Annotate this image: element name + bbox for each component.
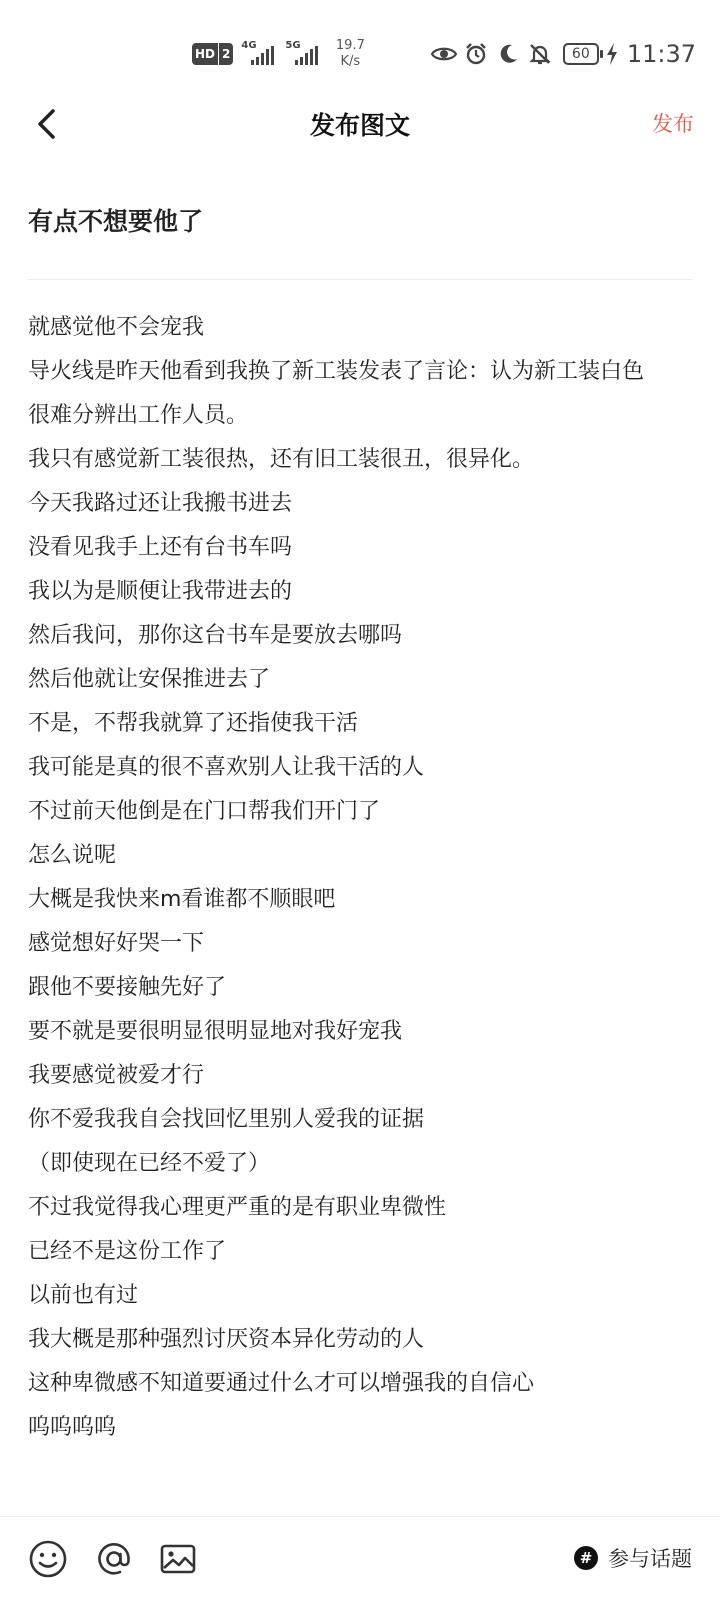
sim2-network-tag: 5G <box>285 40 301 51</box>
at-icon[interactable] <box>92 1537 136 1581</box>
body-line: 就感觉他不会宠我 <box>28 315 205 340</box>
bottom-toolbar <box>0 1517 720 1600</box>
network-speed <box>333 38 367 70</box>
post-body-editor[interactable] <box>28 306 692 1450</box>
publish-button[interactable]: 发布 <box>652 112 694 136</box>
image-icon[interactable] <box>156 1537 200 1581</box>
body-line: 不过我觉得我心理更严重的是有职业卑微性 <box>28 1195 447 1220</box>
alarm-icon <box>463 41 489 67</box>
body-line: 我大概是那种强烈讨厌资本异化劳动的人 <box>28 1327 425 1352</box>
body-line: 导火线是昨天他看到我换了新工装发表了言论：认为新工装白色 <box>28 359 645 384</box>
charging-bolt-icon <box>605 41 619 67</box>
body-line: 没看见我手上还有台书车吗 <box>28 535 293 560</box>
status-left <box>192 36 367 72</box>
moon-icon <box>495 41 521 67</box>
body-line: 呜呜呜呜 <box>28 1415 117 1440</box>
sim-number: 2 <box>219 43 233 65</box>
body-line: 怎么说呢 <box>28 843 117 868</box>
title-divider <box>28 279 692 280</box>
status-right <box>431 36 696 72</box>
join-topic-button[interactable] <box>574 1543 692 1573</box>
hd-voice-badge <box>192 43 233 65</box>
post-title-input[interactable]: 有点不想要他了 <box>28 207 204 236</box>
body-line: 这种卑微感不知道要通过什么才可以增强我的自信心 <box>28 1371 535 1396</box>
body-line: 感觉想好好哭一下 <box>28 931 205 956</box>
body-line: 跟他不要接触先好了 <box>28 975 227 1000</box>
clock: 11:37 <box>626 40 696 68</box>
body-line: 你不爱我我自会找回忆里别人爱我的证据 <box>28 1107 425 1132</box>
status-bar <box>0 0 720 100</box>
body-line: 大概是我快来m看谁都不顺眼吧 <box>28 887 336 912</box>
signal-5g-icon <box>285 40 321 68</box>
body-line: 不过前天他倒是在门口帮我们开门了 <box>28 799 381 824</box>
body-line: 然后我问，那你这台书车是要放去哪吗 <box>28 623 403 648</box>
body-line: 我可能是真的很不喜欢别人让我干活的人 <box>28 755 425 780</box>
body-line: 以前也有过 <box>28 1283 139 1308</box>
body-line: 我只有感觉新工装很热，还有旧工装很丑，很异化。 <box>28 447 535 472</box>
body-line: 要不就是要很明显很明显地对我好宠我 <box>28 1019 403 1044</box>
body-line: （即使现在已经不爱了） <box>28 1151 271 1176</box>
body-line: 今天我路过还让我搬书进去 <box>28 491 293 516</box>
eye-icon <box>431 41 457 67</box>
body-line: 我要感觉被爱才行 <box>28 1063 205 1088</box>
signal-4g-icon <box>241 40 277 68</box>
hash-icon: # <box>574 1546 598 1570</box>
mute-bell-icon <box>527 41 553 67</box>
emoji-icon[interactable] <box>26 1537 70 1581</box>
page-title: 发布图文 <box>309 111 410 140</box>
body-line: 已经不是这份工作了 <box>28 1239 227 1264</box>
sim1-network-tag: 4G <box>241 40 257 51</box>
network-speed-value: 19.7 <box>335 38 365 53</box>
nav-bar <box>0 96 720 150</box>
battery-icon: 60 <box>563 43 599 65</box>
body-line: 然后他就让安保推进去了 <box>28 667 271 692</box>
hd-label: HD <box>192 43 218 65</box>
network-speed-unit: K/s <box>340 54 361 69</box>
body-line: 很难分辨出工作人员。 <box>28 403 249 428</box>
body-line: 我以为是顺便让我带进去的 <box>28 579 293 604</box>
join-topic-label: 参与话题 <box>608 1547 692 1571</box>
body-line: 不是，不帮我就算了还指使我干活 <box>28 711 359 736</box>
